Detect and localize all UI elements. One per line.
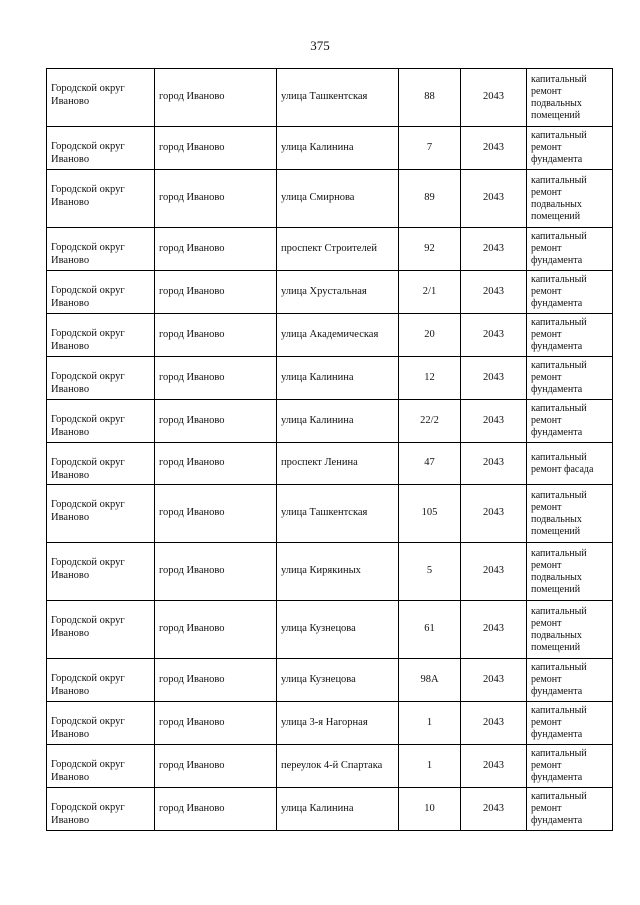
street-cell: улица Ташкентская <box>277 69 399 127</box>
year-cell: 2043 <box>461 788 527 831</box>
repair-type-cell: капитальный ремонт фундамента <box>527 659 613 702</box>
city-cell: город Иваново <box>155 543 277 601</box>
municipal-district-cell: Городской округ Иваново <box>47 543 155 601</box>
house-number-cell: 105 <box>399 485 461 543</box>
city-cell: город Иваново <box>155 443 277 485</box>
year-cell: 2043 <box>461 601 527 659</box>
house-number-cell: 2/1 <box>399 271 461 314</box>
repair-type-cell: капитальный ремонт фундамента <box>527 400 613 443</box>
table-row <box>47 228 613 271</box>
year-cell: 2043 <box>461 702 527 745</box>
year-cell: 2043 <box>461 400 527 443</box>
municipal-district-cell: Городской округ Иваново <box>47 127 155 170</box>
street-cell: улица Кузнецова <box>277 601 399 659</box>
year-cell: 2043 <box>461 745 527 788</box>
house-number-cell: 22/2 <box>399 400 461 443</box>
year-cell: 2043 <box>461 659 527 702</box>
city-cell: город Иваново <box>155 485 277 543</box>
table-row <box>47 170 613 228</box>
city-cell: город Иваново <box>155 314 277 357</box>
municipal-district-cell: Городской округ Иваново <box>47 170 155 228</box>
house-number-cell: 88 <box>399 69 461 127</box>
year-cell: 2043 <box>461 127 527 170</box>
house-number-cell: 7 <box>399 127 461 170</box>
year-cell: 2043 <box>461 485 527 543</box>
table-row <box>47 127 613 170</box>
municipal-district-cell: Городской округ Иваново <box>47 228 155 271</box>
municipal-district-cell: Городской округ Иваново <box>47 271 155 314</box>
house-number-cell: 1 <box>399 745 461 788</box>
house-number-cell: 20 <box>399 314 461 357</box>
house-number-cell: 89 <box>399 170 461 228</box>
street-cell: улица Калинина <box>277 400 399 443</box>
street-cell: улица Академическая <box>277 314 399 357</box>
repair-type-cell: капитальный ремонт фундамента <box>527 228 613 271</box>
repair-type-cell: капитальный ремонт подвальных помещений <box>527 543 613 601</box>
city-cell: город Иваново <box>155 170 277 228</box>
year-cell: 2043 <box>461 357 527 400</box>
street-cell: улица Кузнецова <box>277 659 399 702</box>
year-cell: 2043 <box>461 543 527 601</box>
municipal-district-cell: Городской округ Иваново <box>47 400 155 443</box>
year-cell: 2043 <box>461 443 527 485</box>
repair-type-cell: капитальный ремонт подвальных помещений <box>527 170 613 228</box>
city-cell: город Иваново <box>155 702 277 745</box>
repair-type-cell: капитальный ремонт фундамента <box>527 271 613 314</box>
year-cell: 2043 <box>461 69 527 127</box>
municipal-district-cell: Городской округ Иваново <box>47 69 155 127</box>
city-cell: город Иваново <box>155 788 277 831</box>
city-cell: город Иваново <box>155 357 277 400</box>
street-cell: улица Хрустальная <box>277 271 399 314</box>
table-row <box>47 271 613 314</box>
house-number-cell: 61 <box>399 601 461 659</box>
house-number-cell: 98А <box>399 659 461 702</box>
table-row <box>47 702 613 745</box>
year-cell: 2043 <box>461 228 527 271</box>
house-number-cell: 5 <box>399 543 461 601</box>
city-cell: город Иваново <box>155 745 277 788</box>
house-number-cell: 47 <box>399 443 461 485</box>
repair-type-cell: капитальный ремонт подвальных помещений <box>527 601 613 659</box>
municipal-district-cell: Городской округ Иваново <box>47 788 155 831</box>
repair-type-cell: капитальный ремонт подвальных помещений <box>527 485 613 543</box>
street-cell: переулок 4-й Спартака <box>277 745 399 788</box>
street-cell: улица Ташкентская <box>277 485 399 543</box>
year-cell: 2043 <box>461 170 527 228</box>
table-row <box>47 659 613 702</box>
municipal-district-cell: Городской округ Иваново <box>47 702 155 745</box>
table-row <box>47 357 613 400</box>
housing-repair-table <box>46 68 613 831</box>
city-cell: город Иваново <box>155 601 277 659</box>
street-cell: улица Калинина <box>277 788 399 831</box>
repair-type-cell: капитальный ремонт фасада <box>527 443 613 485</box>
repair-type-cell: капитальный ремонт фундамента <box>527 745 613 788</box>
municipal-district-cell: Городской округ Иваново <box>47 601 155 659</box>
table-row <box>47 314 613 357</box>
repair-type-cell: капитальный ремонт подвальных помещений <box>527 69 613 127</box>
municipal-district-cell: Городской округ Иваново <box>47 659 155 702</box>
repair-type-cell: капитальный ремонт фундамента <box>527 788 613 831</box>
city-cell: город Иваново <box>155 271 277 314</box>
table-row <box>47 485 613 543</box>
year-cell: 2043 <box>461 314 527 357</box>
table-row <box>47 601 613 659</box>
table-row <box>47 745 613 788</box>
street-cell: улица Калинина <box>277 357 399 400</box>
city-cell: город Иваново <box>155 127 277 170</box>
repair-type-cell: капитальный ремонт фундамента <box>527 127 613 170</box>
table-row <box>47 69 613 127</box>
city-cell: город Иваново <box>155 69 277 127</box>
municipal-district-cell: Городской округ Иваново <box>47 314 155 357</box>
house-number-cell: 92 <box>399 228 461 271</box>
street-cell: улица Смирнова <box>277 170 399 228</box>
city-cell: город Иваново <box>155 659 277 702</box>
table-row <box>47 443 613 485</box>
street-cell: улица Кирякиных <box>277 543 399 601</box>
municipal-district-cell: Городской округ Иваново <box>47 357 155 400</box>
table-row <box>47 788 613 831</box>
city-cell: город Иваново <box>155 400 277 443</box>
municipal-district-cell: Городской округ Иваново <box>47 745 155 788</box>
table-row <box>47 543 613 601</box>
house-number-cell: 10 <box>399 788 461 831</box>
house-number-cell: 1 <box>399 702 461 745</box>
municipal-district-cell: Городской округ Иваново <box>47 443 155 485</box>
street-cell: улица 3-я Нагорная <box>277 702 399 745</box>
year-cell: 2043 <box>461 271 527 314</box>
municipal-district-cell: Городской округ Иваново <box>47 485 155 543</box>
page-number: 375 <box>310 38 330 53</box>
repair-type-cell: капитальный ремонт фундамента <box>527 357 613 400</box>
street-cell: улица Калинина <box>277 127 399 170</box>
street-cell: проспект Строителей <box>277 228 399 271</box>
city-cell: город Иваново <box>155 228 277 271</box>
table-row <box>47 400 613 443</box>
repair-type-cell: капитальный ремонт фундамента <box>527 314 613 357</box>
repair-type-cell: капитальный ремонт фундамента <box>527 702 613 745</box>
house-number-cell: 12 <box>399 357 461 400</box>
street-cell: проспект Ленина <box>277 443 399 485</box>
